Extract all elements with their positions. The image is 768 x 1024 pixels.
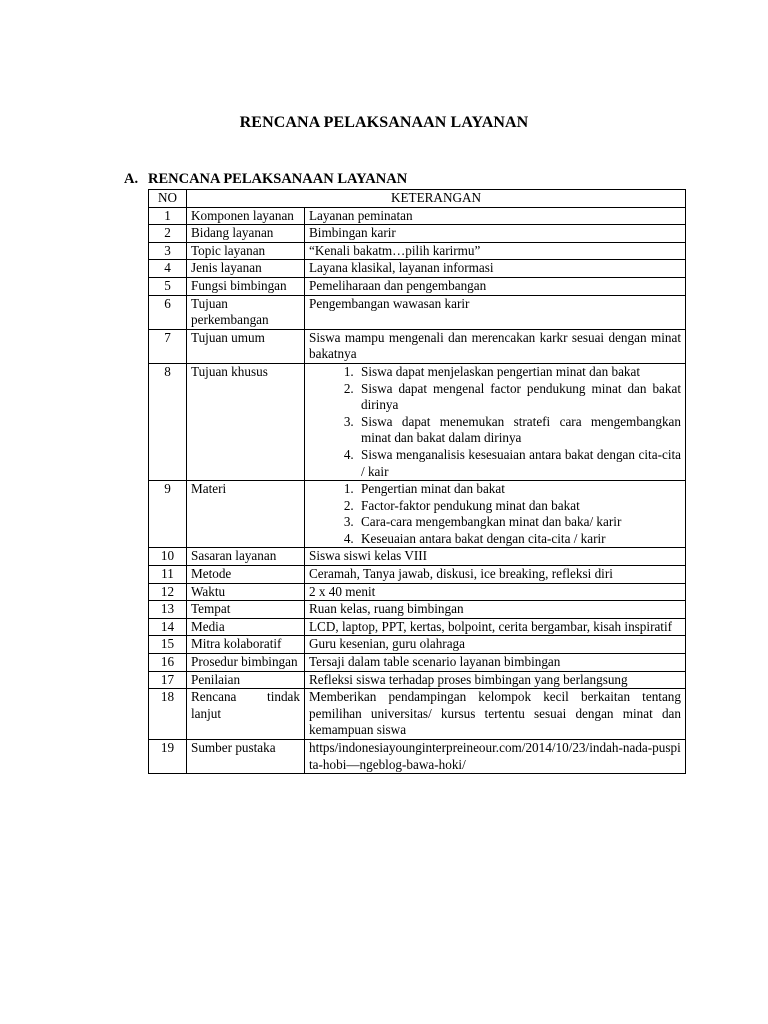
row-label: Tempat [187,601,305,619]
table-row [149,601,686,619]
row-label: Sasaran layanan [187,548,305,566]
table-row [149,329,686,363]
list-item: 1. Siswa dapat menjelaskan pengertian minat dan bakat [357,364,681,381]
row-value: Tersaji dalam table scenario layanan bimbingan [305,654,686,672]
row-label: Bidang layanan [187,225,305,243]
list-item: 4. Keseuaian antara bakat dengan cita-cita / karir [357,531,681,548]
table-row [149,295,686,329]
row-number: 17 [149,671,187,689]
table-row [149,481,686,548]
row-value: LCD, laptop, PPT, kertas, bolpoint, cerita bergambar, kisah inspiratif [305,618,686,636]
row-label: Media [187,618,305,636]
document-title: RENCANA PELAKSANAAN LAYANAN [239,114,529,131]
row-number: 15 [149,636,187,654]
row-label: Prosedur bimbingan [187,654,305,672]
header-keterangan: KETERANGAN [187,190,686,208]
row-value: Layanan peminatan [305,207,686,225]
row-label: Fungsi bimbingan [187,277,305,295]
table-row [149,242,686,260]
section-title: RENCANA PELAKSANAAN LAYANAN [148,171,408,187]
material-list [309,481,681,547]
table-row [149,689,686,740]
row-number: 4 [149,260,187,278]
row-label: Penilaian [187,671,305,689]
row-label: Tujuan umum [187,329,305,363]
row-label: Materi [187,481,305,548]
row-value: Pengembangan wawasan karir [305,295,686,329]
row-value: Layana klasikal, layanan informasi [305,260,686,278]
row-value [305,481,686,548]
row-number: 16 [149,654,187,672]
row-value: Pemeliharaan dan pengembangan [305,277,686,295]
header-no: NO [149,190,187,208]
row-label: Mitra kolaboratif [187,636,305,654]
row-number: 1 [149,207,187,225]
row-number: 11 [149,566,187,584]
row-value: Ruan kelas, ruang bimbingan [305,601,686,619]
row-label: Tujuan khusus [187,363,305,480]
row-number: 19 [149,740,187,774]
row-label: Tujuan perkembangan [187,295,305,329]
table-row [149,636,686,654]
table-row [149,654,686,672]
table-row [149,207,686,225]
table-header-row [149,190,686,208]
row-number: 18 [149,689,187,740]
row-number: 14 [149,618,187,636]
table-row [149,583,686,601]
list-item: 4. Siswa menganalisis kesesuaian antara bakat dengan cita-cita / kair [357,447,681,480]
table-row [149,363,686,480]
table-row [149,548,686,566]
row-value: 2 x 40 menit [305,583,686,601]
row-number: 3 [149,242,187,260]
plan-table [148,189,686,774]
row-number: 2 [149,225,187,243]
list-item: 3. Siswa dapat menemukan stratefi cara mengembangkan minat dan bakat dalam dirinya [357,414,681,447]
table-row [149,225,686,243]
row-label: Metode [187,566,305,584]
row-number: 8 [149,363,187,480]
row-label: Komponen layanan [187,207,305,225]
table-row [149,260,686,278]
row-label: Waktu [187,583,305,601]
row-value: Ceramah, Tanya jawab, diskusi, ice breaking, refleksi diri [305,566,686,584]
section-letter: A. [124,171,139,187]
row-label: Sumber pustaka [187,740,305,774]
row-number: 10 [149,548,187,566]
table-row [149,740,686,774]
row-value-source-link: https/indonesiayounginterpreineour.com/2014/10/23/indah-nada-puspita-hobi—ngeblog-bawa-hoki/ [305,740,686,774]
row-number: 5 [149,277,187,295]
row-number: 13 [149,601,187,619]
row-number: 12 [149,583,187,601]
row-number: 6 [149,295,187,329]
row-number: 7 [149,329,187,363]
table-row [149,566,686,584]
table-row [149,671,686,689]
row-value: Guru kesenian, guru olahraga [305,636,686,654]
row-value: Siswa mampu mengenali dan merencakan karkr sesuai dengan minat bakatnya [305,329,686,363]
row-value: “Kenali bakatm…pilih karirmu” [305,242,686,260]
row-number: 9 [149,481,187,548]
row-label: Jenis layanan [187,260,305,278]
section-heading [124,171,407,188]
row-value: Siswa siswi kelas VIII [305,548,686,566]
row-value: Refleksi siswa terhadap proses bimbingan yang berlangsung [305,671,686,689]
row-value: Memberikan pendampingan kelompok kecil berkaitan tentang pemilihan universitas/ kursus tertentu sesuai dengan minat dan kemampuan siswa [305,689,686,740]
list-item: 2. Factor-faktor pendukung minat dan bakat [357,498,681,515]
row-value [305,363,686,480]
row-label: Topic layanan [187,242,305,260]
table-row [149,277,686,295]
row-value: Bimbingan karir [305,225,686,243]
list-item: 1. Pengertian minat dan bakat [357,481,681,498]
row-label: Rencana tindak lanjut [187,689,305,740]
list-item: 3. Cara-cara mengembangkan minat dan baka/ karir [357,514,681,531]
objective-list [309,364,681,480]
list-item: 2. Siswa dapat mengenal factor pendukung minat dan bakat dirinya [357,381,681,414]
table-row [149,618,686,636]
